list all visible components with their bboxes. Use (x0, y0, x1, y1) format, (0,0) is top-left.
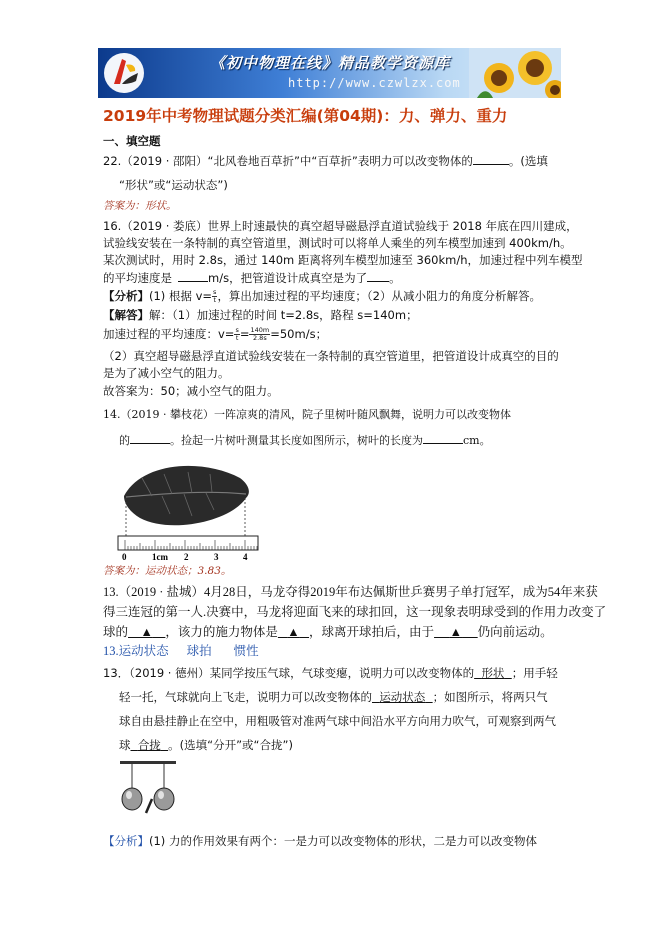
q16-line1: 16.（2019 · 娄底）世界上时速最快的真空超导磁悬浮直道试验线于 2018 年底在四川建成， (103, 219, 578, 233)
ruler-label-1: 1cm (152, 552, 168, 562)
balloon-figure (116, 759, 182, 817)
balloon-right (154, 788, 174, 810)
q13a-line3: 球的 ▲ ，该力的施力物体是 ▲ ，球离开球拍后，由于 ▲ 仍向前运动。 (103, 625, 553, 639)
site-logo (102, 51, 146, 95)
q16-analysis: 【分析】(1) 根据 v= $\frac{s}{t}$ ，算出加速过程的平均速度；（2）从减小阻力的角度分析解答。 (103, 288, 542, 304)
banner-url: http://www.czwlzx.com (288, 76, 461, 90)
q14-blank-2 (423, 432, 463, 444)
ruler-label-4: 4 (243, 552, 248, 562)
q14-line1: 14.（2019 · 攀枝花）一阵凉爽的清风，院子里树叶随风飘舞，说明力可以改变物体 (103, 408, 511, 421)
q13a-blank-1: ▲ (140, 625, 153, 639)
q13b-answer-2: 运动状态 (379, 690, 426, 704)
q13b-answer-1: 形状 (481, 666, 505, 680)
section-heading: 一、填空题 (103, 134, 161, 148)
q16-blank-2 (367, 270, 389, 282)
q13a-answers: 13.运动状态 球拍 惯性 (103, 644, 259, 658)
straw (146, 799, 152, 813)
banner-title: 《初中物理在线》精品教学资源库 (210, 54, 451, 72)
q14-blank-1 (130, 432, 170, 444)
ruler-label-3: 3 (214, 552, 219, 562)
q13b-line4: 球 合拢 。(选填“分开”或“合拢”) (119, 738, 293, 752)
q16-line3: 某次测试时，用时 2.8s，通过 140m 距离将列车模型加速至 360km/h，加速过程中列车模型 (103, 253, 583, 267)
sunflower-image (469, 48, 561, 98)
q13b-line2: 轻一托，气球就向上飞走，说明力可以改变物体的 运动状态 ；如图所示，将两只气 (119, 690, 548, 704)
q13a-line1: 13.（2019 · 盐城）4月28日，马龙夺得2019年布达佩斯世乒赛男子单打冠军，成为54年来获 (103, 585, 598, 599)
q16-speed: 加速过程的平均速度：v= $\frac{s}{t}$ = $\frac{140m}{2.8s}$ =50m/s； (103, 326, 328, 342)
q16-conclusion: 故答案为：50；减小空气的阻力。 (103, 384, 279, 398)
q22-line2: “形状”或“运动状态”) (119, 178, 228, 192)
ruler-label-2: 2 (184, 552, 189, 562)
speed-fraction-2: $\frac{140m}{2.8s}$ (250, 326, 270, 342)
q13b-line3: 球自由悬挂静止在空中，用粗吸管对准两气球中间沿水平方向用力吹气，可观察到两气 (119, 714, 556, 728)
q22-line1: 22.（2019 · 邵阳）“北风卷地百草折”中“百草折”表明力可以改变物体的 。(选填 (103, 154, 548, 168)
q13b-answer-3: 合拢 (137, 738, 161, 752)
q16-line2: 试验线安装在一条特制的真空管道里，测试时可以将单人乘坐的列车模型加速到 400km/h。 (103, 236, 572, 250)
q14-line2: 的 。捡起一片树叶测量其长度如图所示，树叶的长度为 cm。 (119, 434, 491, 447)
q13a-blank-2: ▲ (287, 625, 300, 639)
q13b-line1: 13．（2019 · 德州）某同学按压气球，气球变瘪，说明力可以改变物体的 形状 ；用手轻 (103, 666, 558, 680)
header-banner (98, 48, 561, 98)
formula-fraction: $\frac{s}{t}$ (213, 288, 217, 304)
q14-answer: 答案为：运动状态；3.83。 (103, 565, 232, 577)
page-title: 2019年中考物理试题分类汇编(第04期)：力、弹力、重力 (103, 107, 508, 125)
q16-line4: 的平均速度是 m/s，把管道设计成真空是为了 。 (103, 271, 401, 285)
q13a-blank-3: ▲ (449, 625, 463, 639)
support-bar (120, 761, 176, 764)
q22-answer: 答案为：形状。 (103, 200, 177, 212)
q16-solution: 【解答】解：（1）加速过程的时间 t=2.8s，路程 s=140m； (103, 308, 418, 322)
q16-part2-line1: （2）真空超导磁悬浮直道试验线安装在一条特制的真空管道里，把管道设计成真空的目的 (103, 349, 559, 363)
ruler-label-0: 0 (122, 552, 127, 562)
q22-blank (473, 153, 509, 165)
q16-part2-line2: 是为了减小空气的阻力。 (103, 366, 230, 380)
leaf-ruler-figure (112, 456, 264, 564)
q13a-line2: 得三连冠的第一人.决赛中，马龙将迎面飞来的球扣回，这一现象表明球受到的作用力改变了 (103, 605, 607, 619)
q13b-analysis: 【分析】(1) 力的作用效果有两个：一是力可以改变物体的形状，二是力可以改变物体 (103, 834, 537, 848)
speed-fraction-1: $\frac{s}{t}$ (235, 326, 239, 342)
q16-blank-1 (178, 270, 208, 282)
balloon-left (122, 788, 142, 810)
